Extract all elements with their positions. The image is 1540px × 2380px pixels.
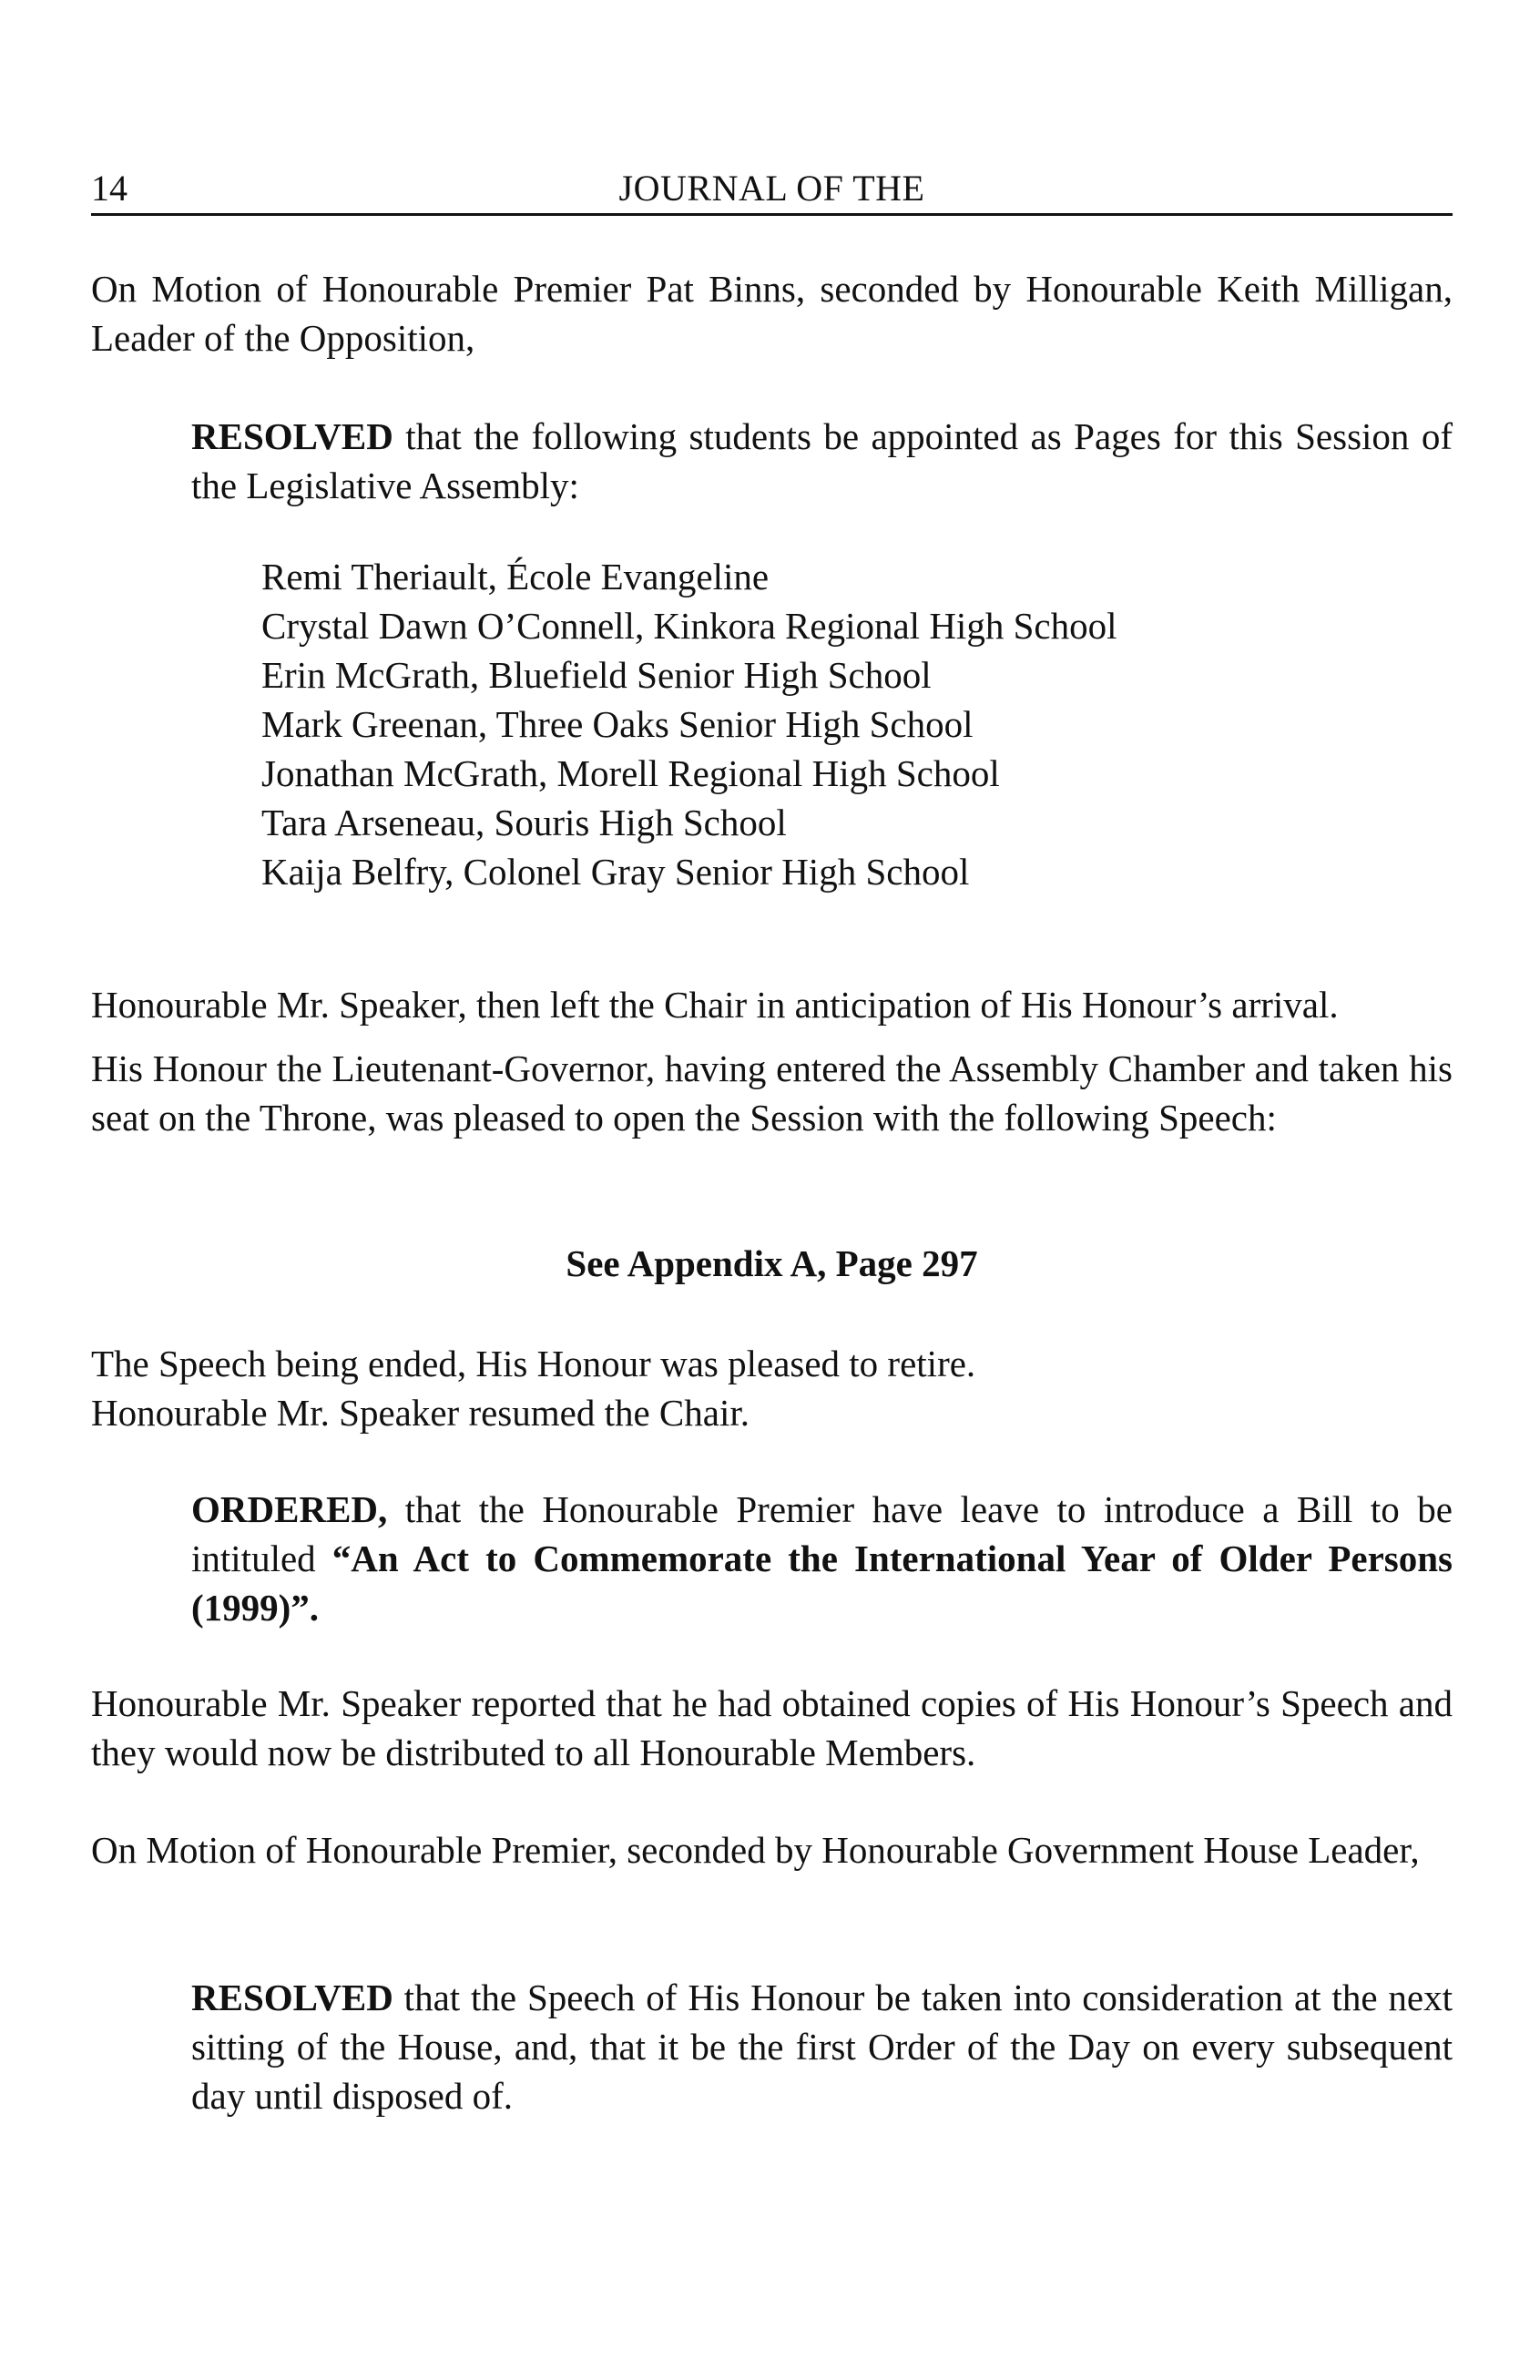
appendix-reference: See Appendix A, Page 297 xyxy=(566,1242,978,1284)
speech-ended-line: The Speech being ended, His Honour was pleased to retire. xyxy=(91,1343,976,1384)
ordered-text: that the Honourable Premier have leave to introduce a Bill to be intituled xyxy=(191,1488,1453,1579)
list-item: Jonathan McGrath, Morell Regional High School xyxy=(261,752,1000,794)
speaker-left-paragraph: Honourable Mr. Speaker, then left the Chair in anticipation of His Honour’s arrival. xyxy=(91,984,1339,1026)
list-item: Remi Theriault, École Evangeline xyxy=(261,556,770,598)
list-item: Kaija Belfry, Colonel Gray Senior High School xyxy=(261,851,970,893)
lieutenant-governor-paragraph: His Honour the Lieutenant-Governor, having entered the Assembly Chamber and taken his seat on the Throne, was pleased to open the Session with the following Speech: xyxy=(91,1047,1453,1139)
page-number: 14 xyxy=(91,168,127,209)
motion-paragraph-2: On Motion of Honourable Premier, seconded by Honourable Government House Leader, xyxy=(91,1829,1420,1871)
resolved-keyword-1: RESOLVED xyxy=(191,415,393,457)
list-item: Mark Greenan, Three Oaks Senior High School xyxy=(261,703,974,745)
list-item: Crystal Dawn O’Connell, Kinkora Regional High School xyxy=(261,605,1117,647)
list-item: Erin McGrath, Bluefield Senior High School xyxy=(261,654,932,696)
copies-report-paragraph: Honourable Mr. Speaker reported that he had obtained copies of His Honour’s Speech and they would now be distributed to all Honourable Members. xyxy=(91,1682,1453,1773)
running-head: JOURNAL OF THE xyxy=(618,168,925,209)
ordered-paragraph xyxy=(191,1485,1453,1632)
resolved-text-1: that the following students be appointed as Pages for this Session of the Legislative Assembly: xyxy=(191,415,1453,506)
resolved-paragraph-2 xyxy=(191,1973,1453,2120)
motion-paragraph-1: On Motion of Honourable Premier Pat Binns, seconded by Honourable Keith Milligan, Leader of the Opposition, xyxy=(91,268,1453,359)
speaker-resumed-line: Honourable Mr. Speaker resumed the Chair. xyxy=(91,1392,750,1434)
resolved-keyword-2: RESOLVED xyxy=(191,1977,393,2018)
page-header xyxy=(91,164,1453,216)
bill-title: “An Act to Commemorate the International Year of Older Persons (1999)”. xyxy=(191,1537,1453,1629)
ordered-keyword: ORDERED, xyxy=(191,1488,388,1530)
resolved-paragraph-1 xyxy=(191,412,1453,510)
resolved-text-2: that the Speech of His Honour be taken into consideration at the next sitting of the House, and, that it be the first Order of the Day on every subsequent day until disposed of. xyxy=(191,1977,1453,2117)
list-item: Tara Arseneau, Souris High School xyxy=(261,802,787,843)
pages-list xyxy=(261,552,1117,896)
